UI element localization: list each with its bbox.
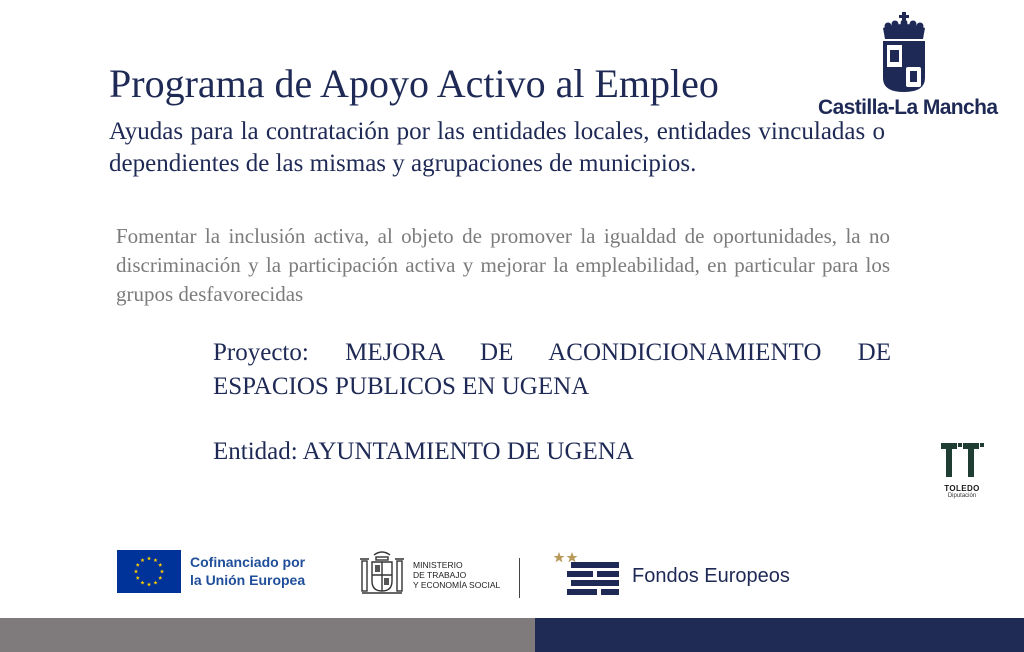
footer-bar-navy <box>535 618 1024 652</box>
ministerio-line1: MINISTERIO <box>413 560 463 570</box>
fondos-europeos-icon <box>553 550 623 600</box>
eu-text-line2: la Unión Europea <box>190 572 306 588</box>
fondos-europeos-text: Fondos Europeos <box>632 565 790 587</box>
eu-text-line1: Cofinanciado por <box>190 554 306 570</box>
footer-bar-grey <box>0 618 535 652</box>
ministerio-line3: Y ECONOMÍA SOCIAL <box>413 580 501 590</box>
page-subtitle: Ayudas para la contratación por las entidades locales, entidades vinculadas o dependientes de las mismas y agrupaciones de municipios. <box>109 118 885 177</box>
toledo-sub: Diputación <box>947 493 977 499</box>
spain-coat-of-arms-icon <box>358 547 406 599</box>
toledo-name: TOLEDO <box>944 484 980 493</box>
ministerio-line2: DE TRABAJO <box>413 570 467 580</box>
project-name: Proyecto: MEJORA DE ACONDICIONAMIENTO DE ESPACIOS PUBLICOS EN UGENA <box>213 339 891 400</box>
clm-logo-text: Castilla-La Mancha <box>818 96 998 119</box>
eu-cofinanciado-text <box>190 553 305 589</box>
entity-name: Entidad: AYUNTAMIENTO DE UGENA <box>213 438 634 465</box>
ministerio-text <box>413 560 500 590</box>
eu-flag-icon <box>117 550 181 593</box>
logo-divider <box>519 558 520 598</box>
page-title: Programa de Apoyo Activo al Empleo <box>109 61 719 106</box>
program-description: Fomentar la inclusión activa, al objeto de promover la igualdad de oportunidades, la no discriminación y la participación activa y mejorar la empleabilidad, en particular para los grupos desfavorecidas <box>116 224 890 306</box>
